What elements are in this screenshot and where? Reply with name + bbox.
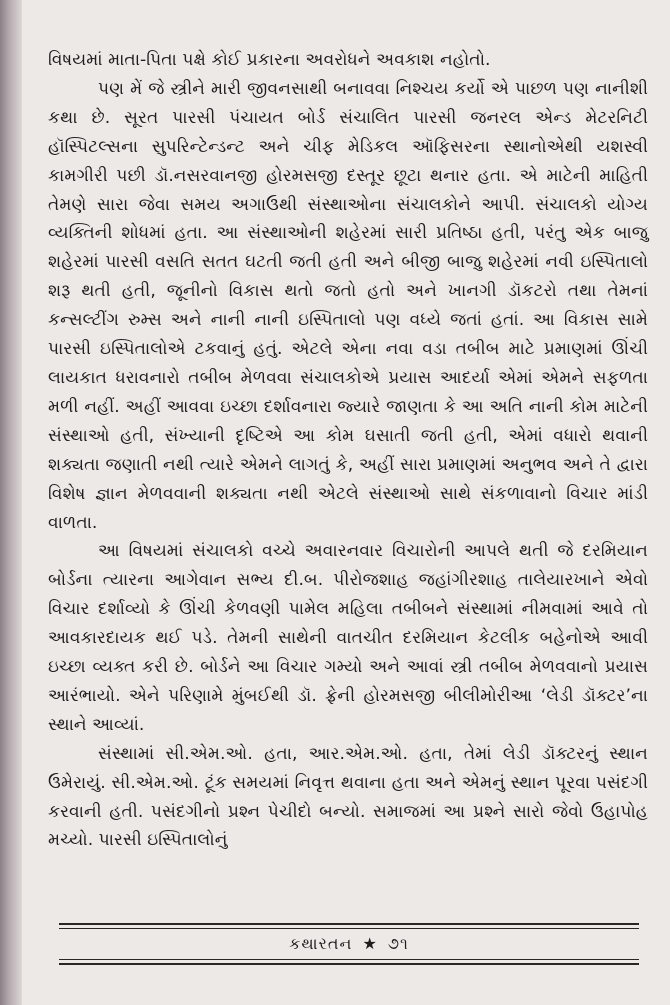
body-text (48, 46, 648, 855)
page-footer (59, 923, 639, 965)
book-page (22, 0, 670, 1005)
page-number: ૭૧ (387, 934, 409, 953)
footer-label (59, 934, 639, 954)
binding-shadow (0, 0, 22, 1005)
paragraph-marriage-story: પણ મેં જે સ્ત્રીને મારી જીવનસાથી બનાવવા નિશ્ચય કર્યો એ પાછળ પણ નાનીશી કથા છે. સૂરત પારસી પંચાયત બોર્ડ સંચાલિત પારસી જનરલ એન્ડ મેટરનિટી હૉસ્પિટલ્સના સુપરિન્ટેન્ડન્ટ અને ચીફ મેડિકલ ઑફિસરના સ્થાનોએથી યશસ્વી કામગીરી પછી ડૉ.નસરવાનજી હોરમસજી દસ્તૂર છૂટા થનાર હતા. એ માટેની માહિતી તેમણે સારા જેવા સમય અગાઉથી સંસ્થાઓના સંચાલકોને આપી. સંચાલકો યોગ્ય વ્યક્તિની શોધમાં હતા. આ સંસ્થાઓની શહેરમાં સારી પ્રતિષ્ઠા હતી, પરંતુ એક બાજુ શહેરમાં પારસી વસતિ સતત ઘટતી જતી હતી અને બીજી બાજુ શહેરમાં નવી ઇસ્પિતાલો શરૂ થતી હતી, જૂનીનો વિકાસ થતો જતો હતો અને ખાનગી ડૉકટરો તથા તેમનાં કન્સલ્ટીંગ રુમ્સ અને નાની નાની ઇસ્પિતાલો પણ વધ્યે જતાં હતાં. આ વિકાસ સામે પારસી ઇસ્પિતાલોએ ટકવાનું હતું. એટલે એના નવા વડા તબીબ માટે પ્રમાણમાં ઊંચી લાયકાત ધરાવનારો તબીબ મેળવવા સંચાલકોએ પ્રયાસ આદર્યા એમાં એમને સફળતા મળી નહીં. અહીં આવવા ઇચ્છા દર્શાવનારા જ્યારે જાણતા કે આ અતિ નાની કોમ માટેની સંસ્થાઓ હતી, સંખ્યાની દૃષ્ટિએ આ કોમ ઘસાતી જતી હતી, એમાં વધારો થવાની શક્યતા જણાતી નથી ત્યારે એમને લાગતું કે, અહીં સારા પ્રમાણમાં અનુભવ અને તે દ્વારા વિશેષ જ્ઞાન મેળવવાની શક્યતા નથી એટલે સંસ્થાઓ સાથે સંકળાવાનો વિચાર માંડી વાળતા. (48, 78, 648, 533)
paragraph-board-discussion: આ વિષયમાં સંચાલકો વચ્ચે અવારનવાર વિચારોની આપલે થતી જે દરમિયાન બોર્ડના ત્યારના આગેવાન સભ્ય દી.બ. પીરોજશાહ જહાંગીરશાહ તાલેયારખાને એવો વિચાર દર્શાવ્યો કે ઊંચી કેળવણી પામેલ મહિલા તબીબને સંસ્થામાં નીમવામાં આવે તો આવકારદાયક થઈ પડે. તેમની સાથેની વાતચીત દરમિયાન કેટલીક બહેનોએ આવી ઇચ્છા વ્યક્ત કરી છે. બોર્ડને આ વિચાર ગમ્યો અને આવાં સ્ત્રી તબીબ મેળવવાનો પ્રયાસ આરંભાયો. એને પરિણામે મુંબઈથી ડૉ. ફ્રેની હોરમસજી બીલીમોરીઆ ‘લેડી ડૉક્ટર’ના સ્થાને આવ્યાં. (48, 541, 648, 735)
paragraph-continuation: વિષયમાં માતા-પિતા પક્ષે કોઈ પ્રકારના અવરોધને અવકાશ નહોતો. (48, 50, 491, 70)
book-title: કથારતન (289, 934, 353, 953)
star-icon: ★ (362, 934, 378, 953)
paragraph-selection: સંસ્થામાં સી.એમ.ઓ. હતા, આર.એમ.ઓ. હતા, તેમાં લેડી ડૉક્ટરનું સ્થાન ઉમેરાયું. સી.એમ.ઓ. ટૂંક સમયમાં નિવૃત્ત થવાના હતા અને એમનું સ્થાન પૂરવા પસંદગી કરવાની હતી. પસંદગીનો પ્રશ્ન પેચીદો બન્યો. સમાજમાં આ પ્રશ્ને સારો જેવો ઉહાપોહ મચ્યો. પારસી ઇસ્પિતાલોનું (48, 743, 648, 851)
